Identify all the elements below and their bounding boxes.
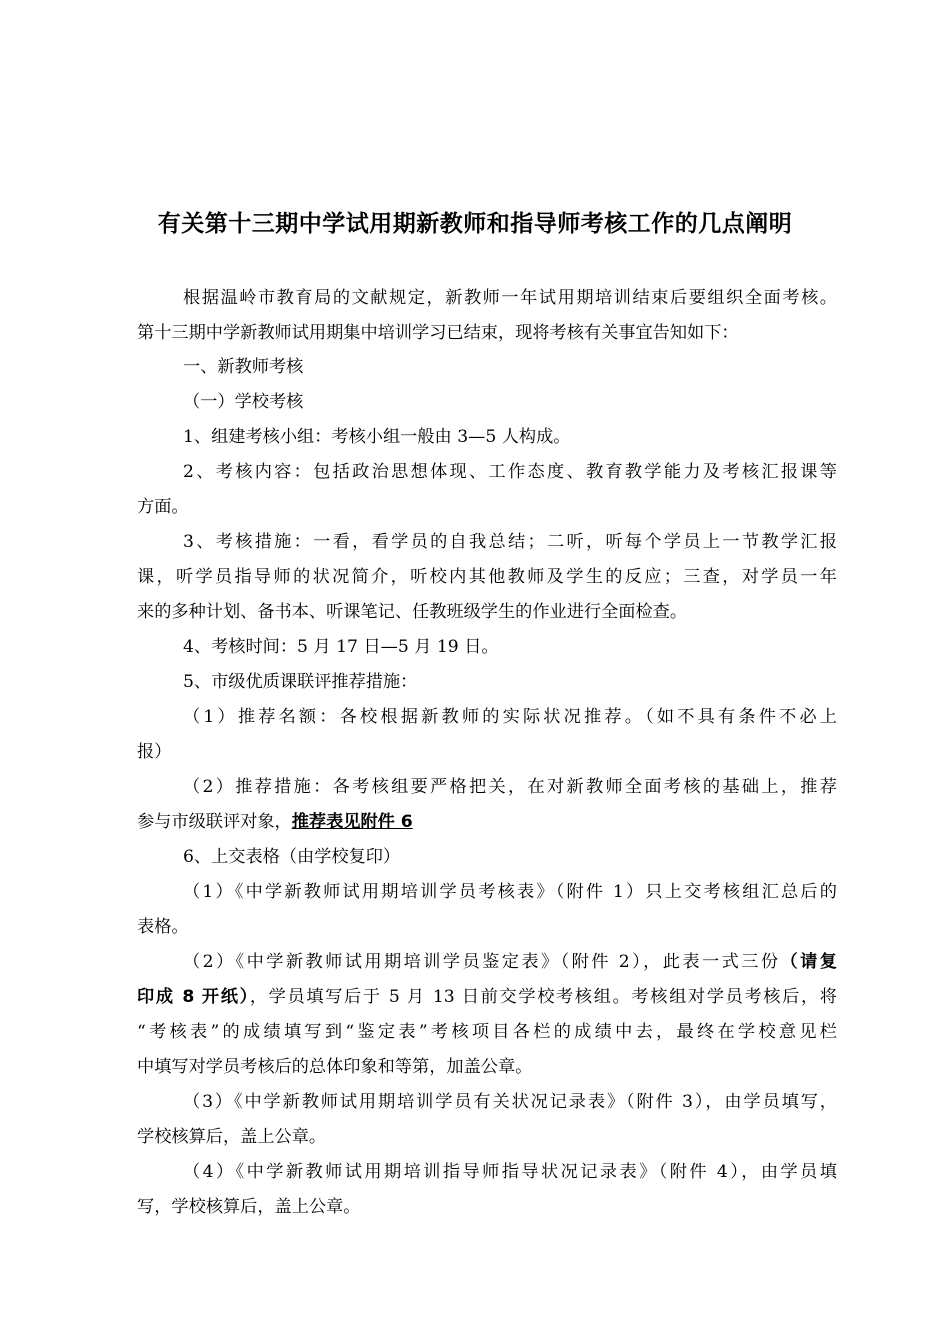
item-2-line-2: 方面。 [137,497,189,517]
item-6-1-line-1: （1）《中学新教师试用期培训学员考核表》（附件 1）只上交考核组汇总后的 [183,882,837,902]
item-5-2-line-2-text: 参与市级联评对象， [137,812,292,832]
item-6-2-line-1-text: （2）《中学新教师试用期培训学员鉴定表》（附件 2），此表一式三份 [183,952,781,972]
item-6-2-line-1 [183,947,837,977]
item-6-4-line-2: 写，学校核算后，盖上公章。 [137,1197,361,1217]
item-6-2-bold-note-end: 印成 8 开纸） [137,987,250,1007]
item-4-line: 4、考核时间：5 月 17 日—5 月 19 日。 [183,637,499,657]
item-6-line: 6、上交表格（由学校复印） [183,847,401,867]
document-title: 有关第十三期中学试用期新教师和指导师考核工作的几点阐明 [157,211,793,237]
item-6-2-line-3: “考核表”的成绩填写到“鉴定表”考核项目各栏的成绩中去，最终在学校意见栏 [137,1022,837,1042]
item-5-1-line-1: （1）推荐名额：各校根据新教师的实际状况推荐。（如不具有条件不必上 [183,707,837,727]
item-2-line-1: 2、考核内容：包括政治思想体现、工作态度、教育教学能力及考核汇报课等 [183,462,837,482]
item-5-1-line-2: 报） [137,742,172,762]
intro-paragraph-line-2: 第十三期中学新教师试用期集中培训学习已结束，现将考核有关事宜告知如下： [137,323,739,343]
item-6-2-line-2-text: ，学员填写后于 5 月 13 日前交学校考核组。考核组对学员考核后，将 [249,987,837,1007]
item-6-2-bold-note-start: （请复 [780,952,837,972]
item-1-line: 1、组建考核小组：考核小组一般由 3—5 人构成。 [183,427,571,447]
item-6-2-line-4: 中填写对学员考核后的总体印象和等第，加盖公章。 [137,1057,533,1077]
item-6-1-line-2: 表格。 [137,917,189,937]
item-6-4-line-1: （4）《中学新教师试用期培训指导师指导状况记录表》（附件 4），由学员填 [183,1162,837,1182]
item-5-line: 5、市级优质课联评推荐措施： [183,672,418,692]
section-heading-new-teacher-assessment: 一、新教师考核 [183,357,304,377]
subsection-heading-school-assessment: （一）学校考核 [183,392,304,412]
item-5-2-line-1: （2）推荐措施：各考核组要严格把关，在对新教师全面考核的基础上，推荐 [183,777,837,797]
intro-paragraph-line-1: 根据温岭市教育局的文献规定，新教师一年试用期培训结束后要组织全面考核。 [183,288,837,308]
item-6-3-line-1: （3）《中学新教师试用期培训学员有关状况记录表》（附件 3），由学员填写， [183,1092,837,1112]
item-6-2-line-2 [137,982,837,1012]
attachment-6-reference: 推荐表见附件 6 [291,812,413,832]
item-3-line-3: 来的多种计划、备书本、听课笔记、任教班级学生的作业进行全面检查。 [137,602,688,622]
item-3-line-2: 课，听学员指导师的状况简介，听校内其他教师及学生的反应；三查，对学员一年 [137,567,837,587]
item-6-3-line-2: 学校核算后，盖上公章。 [137,1127,327,1147]
item-5-2-line-2 [137,807,837,837]
item-3-line-1: 3、考核措施：一看，看学员的自我总结；二听，听每个学员上一节教学汇报 [183,532,837,552]
